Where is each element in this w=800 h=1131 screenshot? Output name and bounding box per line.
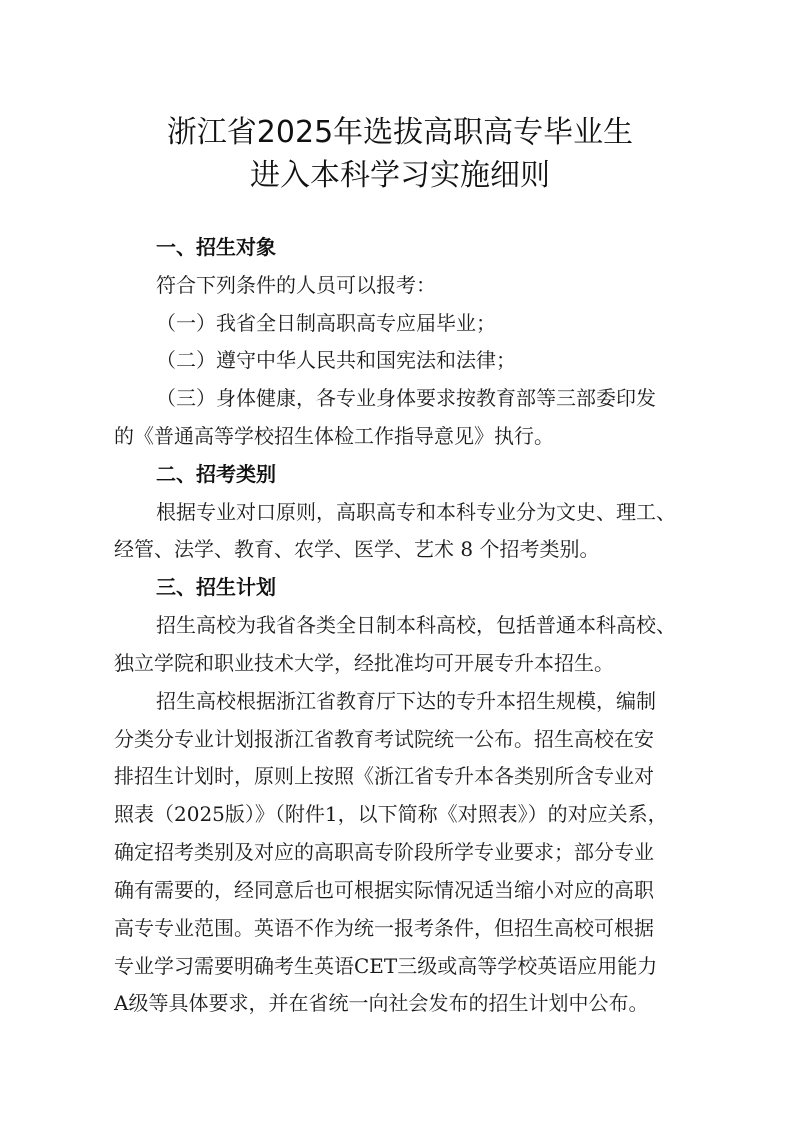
paragraph-line: 排招生计划时，原则上按照《浙江省专升本各类别所含专业对 (114, 764, 654, 788)
section-heading-enrollment-plan: 三、招生计划 (156, 575, 276, 599)
paragraph-line: 高专专业范围。英语不作为统一报考条件，但招生高校可根据 (114, 916, 654, 940)
paragraph-line: A级等具体要求，并在省统一向社会发布的招生计划中公布。 (114, 991, 649, 1015)
paragraph-line: 的《普通高等学校招生体检工作指导意见》执行。 (114, 424, 554, 448)
section-heading-exam-categories: 二、招考类别 (156, 462, 276, 486)
paragraph-line: 经管、法学、教育、农学、医学、艺术 8 个招考类别。 (114, 537, 600, 561)
document-title-line-2: 进入本科学习实施细则 (250, 158, 550, 193)
paragraph-line: 专业学习需要明确考生英语CET三级或高等学校英语应用能力 (114, 954, 658, 978)
paragraph-line: （一）我省全日制高职高专应届毕业； (156, 311, 496, 335)
paragraph-line: （二）遵守中华人民共和国宪法和法律； (156, 348, 516, 372)
paragraph-line: 照表（2025版）》（附件1，以下简称《对照表》）的对应关系， (114, 802, 668, 826)
section-heading-recruitment-targets: 一、招生对象 (156, 235, 276, 259)
paragraph-line: 招生高校根据浙江省教育厅下达的专升本招生规模，编制 (156, 689, 656, 713)
paragraph-line: 独立学院和职业技术大学，经批准均可开展专升本招生。 (114, 651, 614, 675)
paragraph-line: 确定招考类别及对应的高职高专阶段所学专业要求；部分专业 (114, 840, 654, 864)
paragraph-line: 根据专业对口原则，高职高专和本科专业分为文史、理工、 (156, 500, 676, 524)
paragraph-line: 分类分专业计划报浙江省教育考试院统一公布。招生高校在安 (114, 727, 654, 751)
paragraph-line: 招生高校为我省各类全日制本科高校，包括普通本科高校、 (156, 613, 676, 637)
document-title-line-1: 浙江省2025年选拔高职高专毕业生 (166, 115, 634, 150)
paragraph-line: （三）身体健康，各专业身体要求按教育部等三部委印发 (156, 386, 656, 410)
paragraph-line: 确有需要的，经同意后也可根据实际情况适当缩小对应的高职 (114, 878, 654, 902)
paragraph-line: 符合下列条件的人员可以报考： (156, 273, 436, 297)
